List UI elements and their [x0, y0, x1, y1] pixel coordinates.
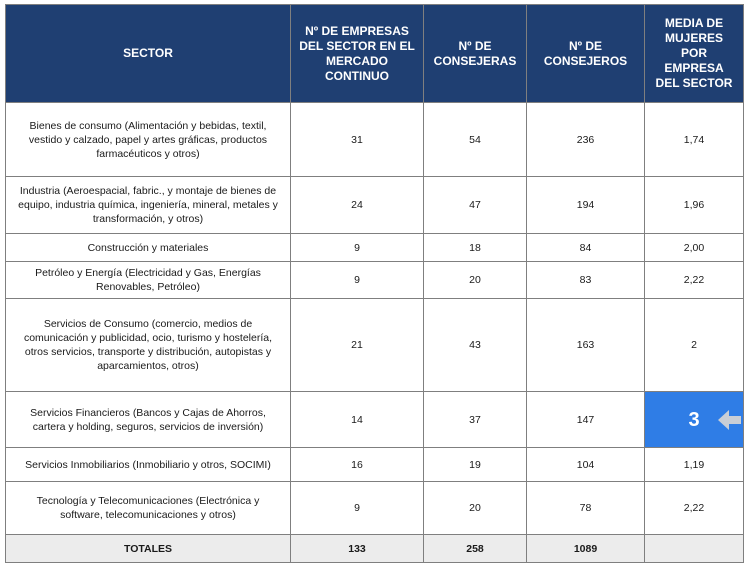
empresas-cell: 24 [291, 177, 424, 234]
consejeros-cell: 78 [527, 482, 645, 535]
header-empresas: Nº DE EMPRESAS DEL SECTOR EN EL MERCADO CONTINUO [291, 5, 424, 103]
header-consejeros: Nº DE CONSEJEROS [527, 5, 645, 103]
media-cell: 2 [645, 299, 744, 392]
media-value: 3 [688, 408, 700, 431]
empresas-cell: 16 [291, 448, 424, 482]
table-row [6, 448, 744, 482]
empresas-cell: 9 [291, 262, 424, 299]
consejeras-cell: 37 [424, 392, 527, 448]
table-row [6, 177, 744, 234]
header-row [6, 5, 744, 103]
empresas-cell: 9 [291, 234, 424, 262]
sector-cell: Servicios Inmobiliarios (Inmobiliario y otros, SOCIMI) [6, 448, 291, 482]
consejeras-cell: 19 [424, 448, 527, 482]
sector-cell: Petróleo y Energía (Electricidad y Gas, Energías Renovables, Petróleo) [6, 262, 291, 299]
consejeros-cell: 84 [527, 234, 645, 262]
consejeros-cell: 147 [527, 392, 645, 448]
empresas-cell: 14 [291, 392, 424, 448]
consejeras-cell: 18 [424, 234, 527, 262]
media-cell: 2,00 [645, 234, 744, 262]
sector-cell: Construcción y materiales [6, 234, 291, 262]
consejeros-cell: 236 [527, 103, 645, 177]
empresas-cell: 21 [291, 299, 424, 392]
arrow-left-icon [716, 407, 742, 433]
table-row [6, 299, 744, 392]
consejeros-cell: 104 [527, 448, 645, 482]
totals-row [6, 535, 744, 563]
totals-media [645, 535, 744, 563]
header-consejeras: Nº DE CONSEJERAS [424, 5, 527, 103]
empresas-cell: 9 [291, 482, 424, 535]
sector-cell: Bienes de consumo (Alimentación y bebidas, textil, vestido y calzado, papel y artes gráficas, productos farmacéuticos y otros) [6, 103, 291, 177]
table-row [6, 482, 744, 535]
totals-consejeros: 1089 [527, 535, 645, 563]
totals-empresas: 133 [291, 535, 424, 563]
consejeros-cell: 194 [527, 177, 645, 234]
table-row [6, 103, 744, 177]
consejeras-cell: 47 [424, 177, 527, 234]
consejeras-cell: 20 [424, 482, 527, 535]
consejeros-cell: 83 [527, 262, 645, 299]
header-sector: SECTOR [6, 5, 291, 103]
header-media: MEDIA DE MUJERES POR EMPRESA DEL SECTOR [645, 5, 744, 103]
sector-cell: Servicios de Consumo (comercio, medios de comunicación y publicidad, ocio, turismo y hostelería, otros servicios, transporte y distribución, autopistas y aparcamientos, otros) [6, 299, 291, 392]
media-cell: 1,19 [645, 448, 744, 482]
sector-table-container [5, 4, 744, 563]
consejeras-cell: 43 [424, 299, 527, 392]
consejeras-cell: 20 [424, 262, 527, 299]
media-cell: 2,22 [645, 482, 744, 535]
sector-table [5, 4, 744, 563]
sector-cell: Tecnología y Telecomunicaciones (Electrónica y software, telecomunicaciones y otros) [6, 482, 291, 535]
media-cell: 1,74 [645, 103, 744, 177]
totals-consejeras: 258 [424, 535, 527, 563]
media-cell: 2,22 [645, 262, 744, 299]
sector-cell: Servicios Financieros (Bancos y Cajas de Ahorros, cartera y holding, seguros, servicios de inversión) [6, 392, 291, 448]
consejeros-cell: 163 [527, 299, 645, 392]
table-row [6, 392, 744, 448]
media-cell: 1,96 [645, 177, 744, 234]
consejeras-cell: 54 [424, 103, 527, 177]
empresas-cell: 31 [291, 103, 424, 177]
sector-cell: Industria (Aeroespacial, fabric., y montaje de bienes de equipo, industria química, ingeniería, mineral, metales y transformación, y otros) [6, 177, 291, 234]
table-row [6, 262, 744, 299]
media-cell-highlighted [645, 392, 744, 448]
totals-label: TOTALES [6, 535, 291, 563]
table-row [6, 234, 744, 262]
